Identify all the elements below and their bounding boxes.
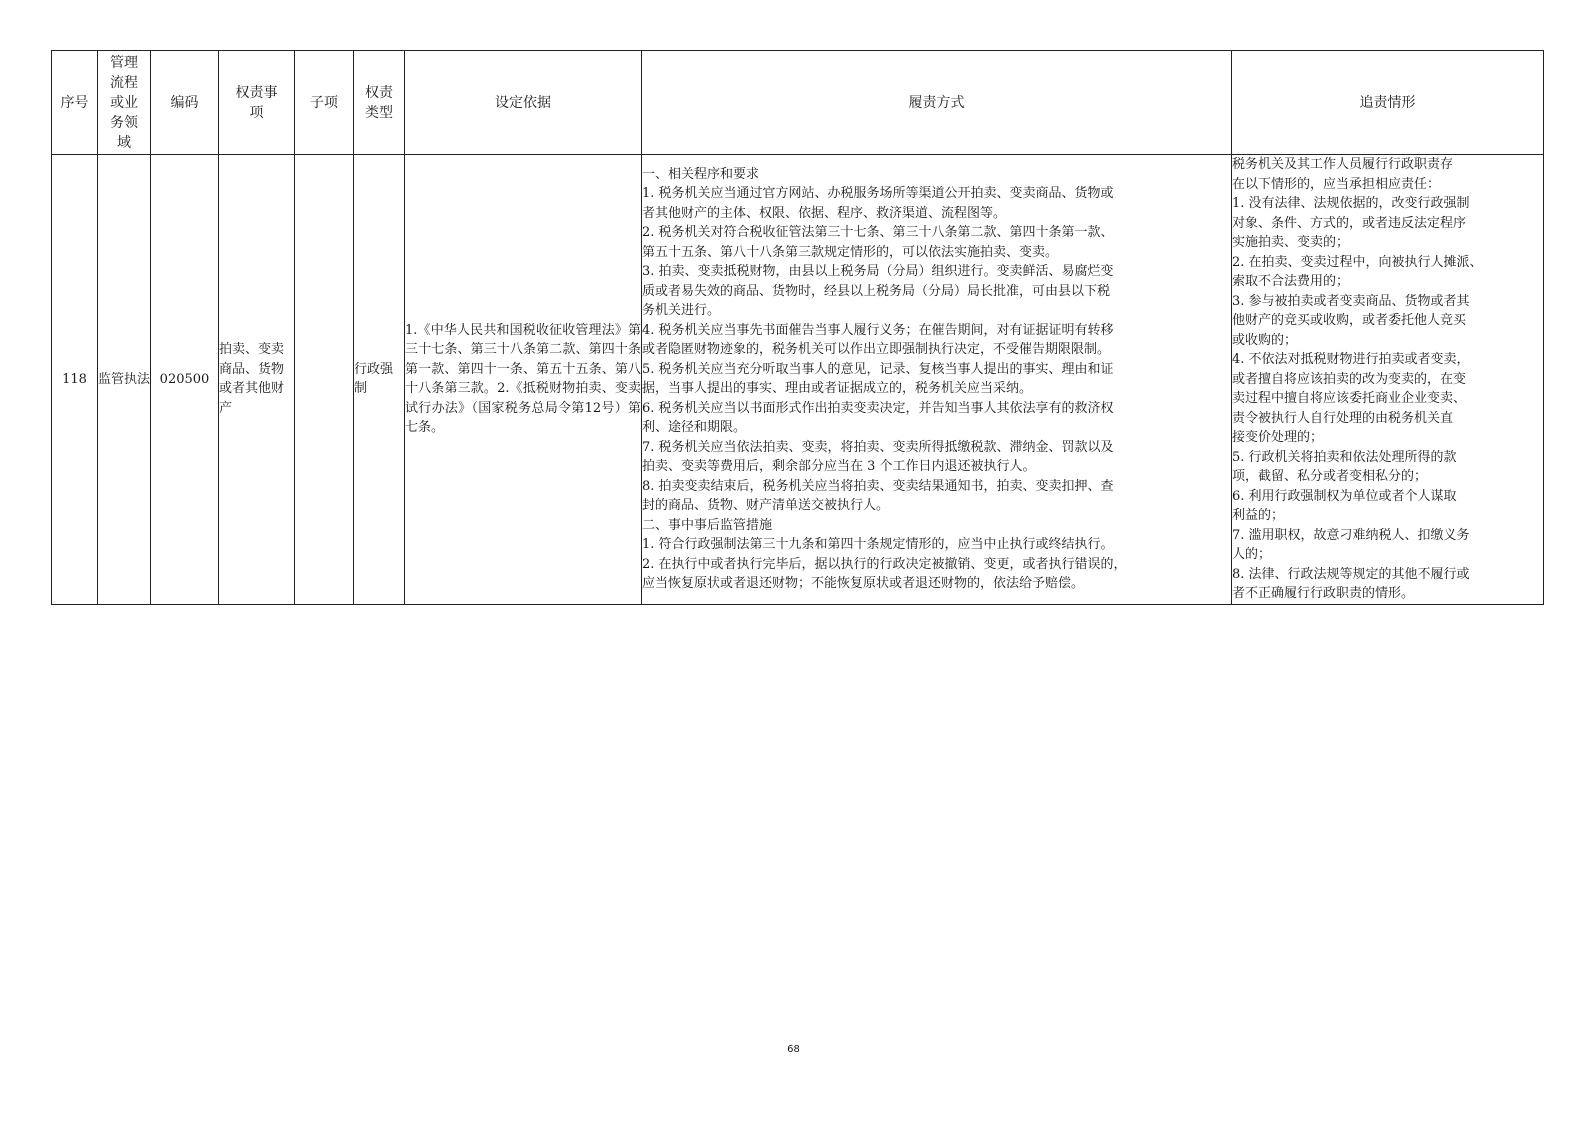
cell-item: 拍卖、变卖商品、货物或者其他财产: [219, 155, 295, 605]
duty-line: 1. 税务机关应当通过官方网站、办税服务场所等渠道公开拍卖、变卖商品、货物或: [642, 186, 1114, 202]
page-number: 68: [787, 1044, 800, 1055]
duty-line: 拍卖、变卖等费用后，剩余部分应当在 3 个工作日内退还被执行人。: [642, 459, 1036, 475]
liability-line: 5. 行政机关将拍卖和依法处理所得的款: [1232, 449, 1457, 465]
liability-line: 他财产的竞买或收购，或者委托他人竞买: [1232, 313, 1467, 328]
liability-line: 者不正确履行行政职责的情形。: [1232, 586, 1415, 601]
duty-line: 2. 在执行中或者执行完毕后，据以执行的行政决定被撤销、变更，或者执行错误的，: [642, 556, 1127, 572]
liability-line: 责令被执行人自行处理的由税务机关直: [1232, 410, 1454, 426]
cell-liability: [1232, 155, 1544, 605]
duty-line: 2. 税务机关对符合税收征管法第三十七条、第三十八条第二款、第四十条第一款、: [642, 225, 1114, 241]
duty-line: 5. 税务机关应当充分听取当事人的意见，记录、复核当事人提出的事实、理由和证: [642, 361, 1114, 377]
header-subitem: 子项: [295, 51, 354, 155]
header-liability: 追责情形: [1232, 51, 1544, 155]
duty-line: 或者隐匿财物迹象的，税务机关可以作出立即强制执行决定，不受催告期限限制。: [642, 342, 1111, 358]
duty-line: 7. 税务机关应当依法拍卖、变卖，将拍卖、变卖所得抵缴税款、滞纳金、罚款以及: [642, 439, 1114, 455]
cell-basis: 1.《中华人民共和国税收征收管理法》第三十七条、第三十八条第二款、第四十条第一款、第四十一条、第五十五条、第八十八条第三款。2.《抵税财物拍卖、变卖试行办法》（国家税务总局令第12号）第七条。: [405, 155, 642, 605]
liability-line: 1. 没有法律、法规依据的，改变行政强制: [1232, 196, 1470, 211]
cell-subitem: [295, 155, 354, 605]
header-duty: 履责方式: [642, 51, 1232, 155]
duty-line: 封的商品、货物、财产清单送交被执行人。: [642, 498, 890, 514]
duty-line: 应当恢复原状或者退还财物；不能恢复原状或者退还财物的，依法给予赔偿。: [642, 576, 1085, 592]
liability-line: 3. 参与被拍卖或者变卖商品、货物或者其: [1232, 293, 1470, 309]
cell-type: 行政强制: [354, 155, 405, 605]
header-type: [354, 51, 405, 155]
liability-line: 或者擅自将应该拍卖的改为变卖的，在变: [1232, 371, 1467, 387]
liability-line: 项，截留、私分或者变相私分的；: [1232, 469, 1428, 484]
cell-seq: 118: [52, 155, 98, 605]
header-basis: 设定依据: [405, 51, 642, 155]
liability-lines: [1232, 155, 1543, 604]
liability-line: 2. 在拍卖、变卖过程中，向被执行人摊派、: [1232, 254, 1483, 270]
liability-line: 7. 滥用职权，故意刁难纳税人、扣缴义务: [1232, 527, 1470, 543]
liability-line: 4. 不依法对抵税财物进行拍卖或者变卖，: [1232, 352, 1470, 367]
duty-line: 据，当事人提出的事实、理由或者证据成立的，税务机关应当采纳。: [642, 381, 1033, 397]
duty-line: 4. 税务机关应当事先书面催告当事人履行义务；在催告期间，对有证据证明有转移: [642, 322, 1114, 338]
liability-line: 对象、条件、方式的，或者违反法定程序: [1232, 215, 1467, 231]
liability-line: 卖过程中擅自将应该委托商业企业变卖、: [1232, 391, 1467, 406]
header-type-text: 权责类型: [365, 84, 393, 121]
liability-line: 索取不合法费用的；: [1232, 274, 1350, 289]
cell-duty: [642, 155, 1232, 605]
header-item-text: 权责事项: [235, 84, 278, 121]
cell-code: 020500: [151, 155, 219, 605]
duty-line: 8. 拍卖变卖结束后，税务机关应当将拍卖、变卖结果通知书，拍卖、变卖扣押、查: [642, 478, 1114, 494]
liability-line: 或收购的；: [1232, 332, 1298, 348]
duty-line: 一、相关程序和要求: [642, 166, 760, 182]
duty-lines: [642, 165, 1231, 594]
liability-line: 8. 法律、行政法规等规定的其他不履行或: [1232, 566, 1470, 582]
liability-line: 6. 利用行政强制权为单位或者个人谋取: [1232, 488, 1457, 504]
header-area-text: 管理流程或业务领域: [110, 54, 138, 151]
header-area: [98, 51, 151, 155]
liability-line: 实施拍卖、变卖的；: [1232, 235, 1350, 250]
liability-line: 人的；: [1232, 547, 1272, 562]
duty-line: 务机关进行。: [642, 303, 721, 319]
table-row: [52, 155, 1544, 605]
responsibility-table: [51, 50, 1544, 605]
duty-line: 者其他财产的主体、权限、依据、程序、救济渠道、流程图等。: [642, 205, 1007, 221]
duty-line: 二、事中事后监管措施: [642, 517, 773, 533]
duty-line: 质或者易失效的商品、货物时，经县以上税务局（分局）局长批准，可由县以下税: [642, 283, 1111, 299]
liability-line: 接变价处理的；: [1232, 430, 1324, 445]
cell-area: 监管执法: [98, 155, 151, 605]
liability-line: 税务机关及其工作人员履行行政职责存: [1232, 157, 1454, 172]
duty-line: 6. 税务机关应当以书面形式作出拍卖变卖决定，并告知当事人其依法享有的救济权: [642, 400, 1114, 416]
header-code: 编码: [151, 51, 219, 155]
duty-line: 1. 符合行政强制法第三十九条和第四十条规定情形的，应当中止执行或终结执行。: [642, 537, 1114, 553]
duty-line: 3. 拍卖、变卖抵税财物，由县以上税务局（分局）组织进行。变卖鲜活、易腐烂变: [642, 264, 1114, 280]
duty-line: 第五十五条、第八十八条第三款规定情形的，可以依法实施拍卖、变卖。: [642, 244, 1059, 260]
header-row: [52, 51, 1544, 155]
liability-line: 在以下情形的，应当承担相应责任：: [1232, 176, 1441, 192]
header-seq: 序号: [52, 51, 98, 155]
header-item: [219, 51, 295, 155]
duty-line: 利、途径和期限。: [642, 420, 747, 436]
liability-line: 利益的；: [1232, 508, 1285, 523]
